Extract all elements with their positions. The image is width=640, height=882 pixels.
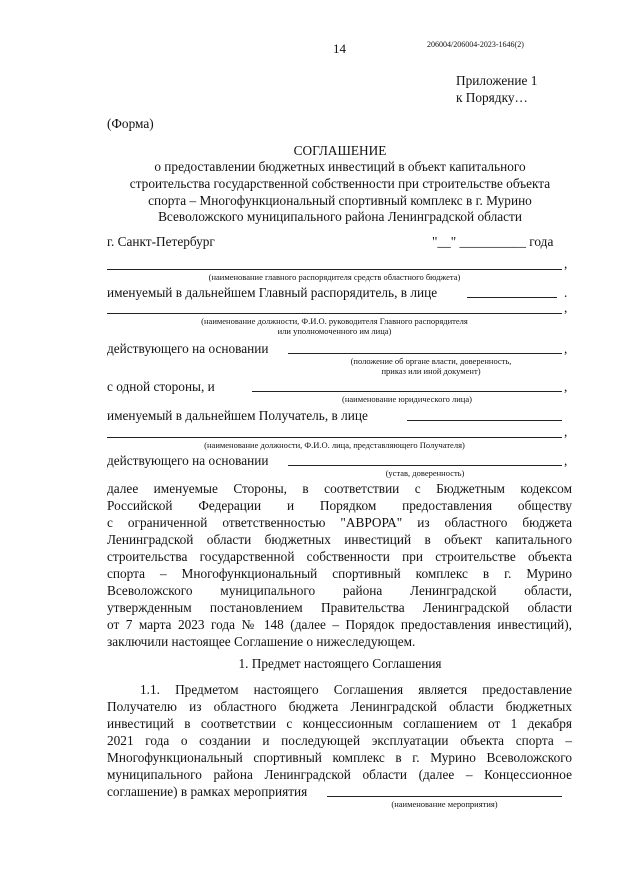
preamble-line: заключили настоящее Соглашение о нижеследующем. [107, 634, 416, 649]
preamble-line: строительства государственной собственности при строительстве объекта [107, 549, 572, 564]
distributor-name-line[interactable] [107, 269, 562, 270]
appendix-line-1: Приложение 1 [456, 73, 538, 88]
comma: , [564, 256, 568, 271]
caption-basis-1: (положение об органе власти, доверенность, [350, 356, 512, 366]
distributor-person-line[interactable] [467, 297, 557, 298]
named-distributor-text: именуемый в дальнейшем Главный распорядитель, в лице [107, 285, 438, 300]
acting-on-basis-text-2: действующего на основании [107, 453, 269, 468]
clause-line: муниципального района Ленинградской области (далее – Концессионное [107, 767, 572, 782]
appendix-line-2: к Порядку… [456, 90, 528, 105]
one-side-text: с одной стороны, и [107, 379, 215, 394]
preamble-line: утвержденным постановлением Правительства Ленинградской области [107, 600, 572, 615]
preamble-line: Российской Федерации и Порядком предоставления обществу [107, 498, 572, 513]
comma: , [564, 341, 568, 356]
acting-on-basis-text: действующего на основании [107, 341, 269, 356]
title-line-2: строительства государственной собственности при строительстве объекта [129, 176, 551, 191]
document-code: 206004/206004-2023-1646(2) [427, 40, 524, 49]
caption-basis-2: приказ или иной документ) [381, 366, 481, 376]
comma: , [564, 379, 568, 394]
preamble-line: Всеволожского муниципального района Ленинградской области, [107, 583, 572, 598]
caption-legal-entity: (наименование юридического лица) [342, 394, 472, 404]
page-number: 14 [333, 41, 346, 56]
agreement-title: СОГЛАШЕНИЕ [293, 143, 387, 158]
comma: , [564, 453, 568, 468]
caption-distributor: (наименование главного распорядителя средств областного бюджета) [208, 272, 461, 282]
caption-distributor-head-1: (наименование должности, Ф.И.О. руководителя Главного распорядителя [201, 316, 468, 326]
clause-line: Многофункциональный спортивный комплекс в г. Мурино Всеволожского [107, 750, 572, 765]
form-label: (Форма) [107, 116, 154, 131]
recipient-position-line[interactable] [107, 437, 562, 438]
preamble-line: далее именуемые Стороны, в соответствии с Бюджетным кодексом [107, 481, 572, 496]
preamble-line: с ограниченной ответственностью "АВРОРА" из областного бюджета [107, 515, 572, 530]
clause-line: 1.1. Предметом настоящего Соглашения является предоставление [140, 682, 572, 697]
clause-line: соглашение) в рамках мероприятия [107, 784, 308, 799]
clause-line: 2021 года о создании и последующей эксплуатации объекта спорта – [107, 733, 572, 748]
event-name-line[interactable] [327, 796, 562, 797]
comma: , [564, 424, 568, 439]
caption-distributor-head-2: или уполномоченного им лица) [277, 326, 392, 336]
title-line-3: спорта – Многофункциональный спортивный комплекс в г. Мурино [148, 193, 532, 208]
title-line-4: Всеволожского муниципального района Ленинградской области [158, 209, 522, 224]
clause-line: Получателю из областного бюджета Ленинградской области бюджетных [107, 699, 572, 714]
named-recipient-text: именуемый в дальнейшем Получатель, в лице [107, 408, 368, 423]
caption-event: (наименование мероприятия) [391, 799, 498, 809]
title-line-1: о предоставлении бюджетных инвестиций в объект капитального [154, 159, 526, 174]
distributor-head-line[interactable] [107, 313, 562, 314]
date-field[interactable]: "__" __________ года [432, 234, 554, 249]
comma: , [564, 300, 568, 315]
preamble-line: Ленинградской области бюджетных инвестиций в объект капитального [107, 532, 572, 547]
caption-recipient-person: (наименование должности, Ф.И.О. лица, представляющего Получателя) [204, 440, 465, 450]
caption-charter: (устав, доверенность) [385, 468, 465, 478]
section-1-title: 1. Предмет настоящего Соглашения [238, 656, 442, 671]
preamble-line: спорта – Многофункциональный спортивный комплекс в г. Мурино [107, 566, 572, 581]
preamble-line: от 7 марта 2023 года № 148 (далее – Порядок предоставления инвестиций), [107, 617, 572, 632]
basis-line[interactable] [288, 353, 562, 354]
charter-line[interactable] [288, 465, 562, 466]
clause-line: инвестиций в соответствии с концессионным соглашением от 1 декабря [107, 716, 572, 731]
legal-entity-line[interactable] [252, 391, 562, 392]
period: . [564, 285, 568, 300]
recipient-person-line[interactable] [407, 420, 562, 421]
city: г. Санкт-Петербург [107, 234, 215, 249]
